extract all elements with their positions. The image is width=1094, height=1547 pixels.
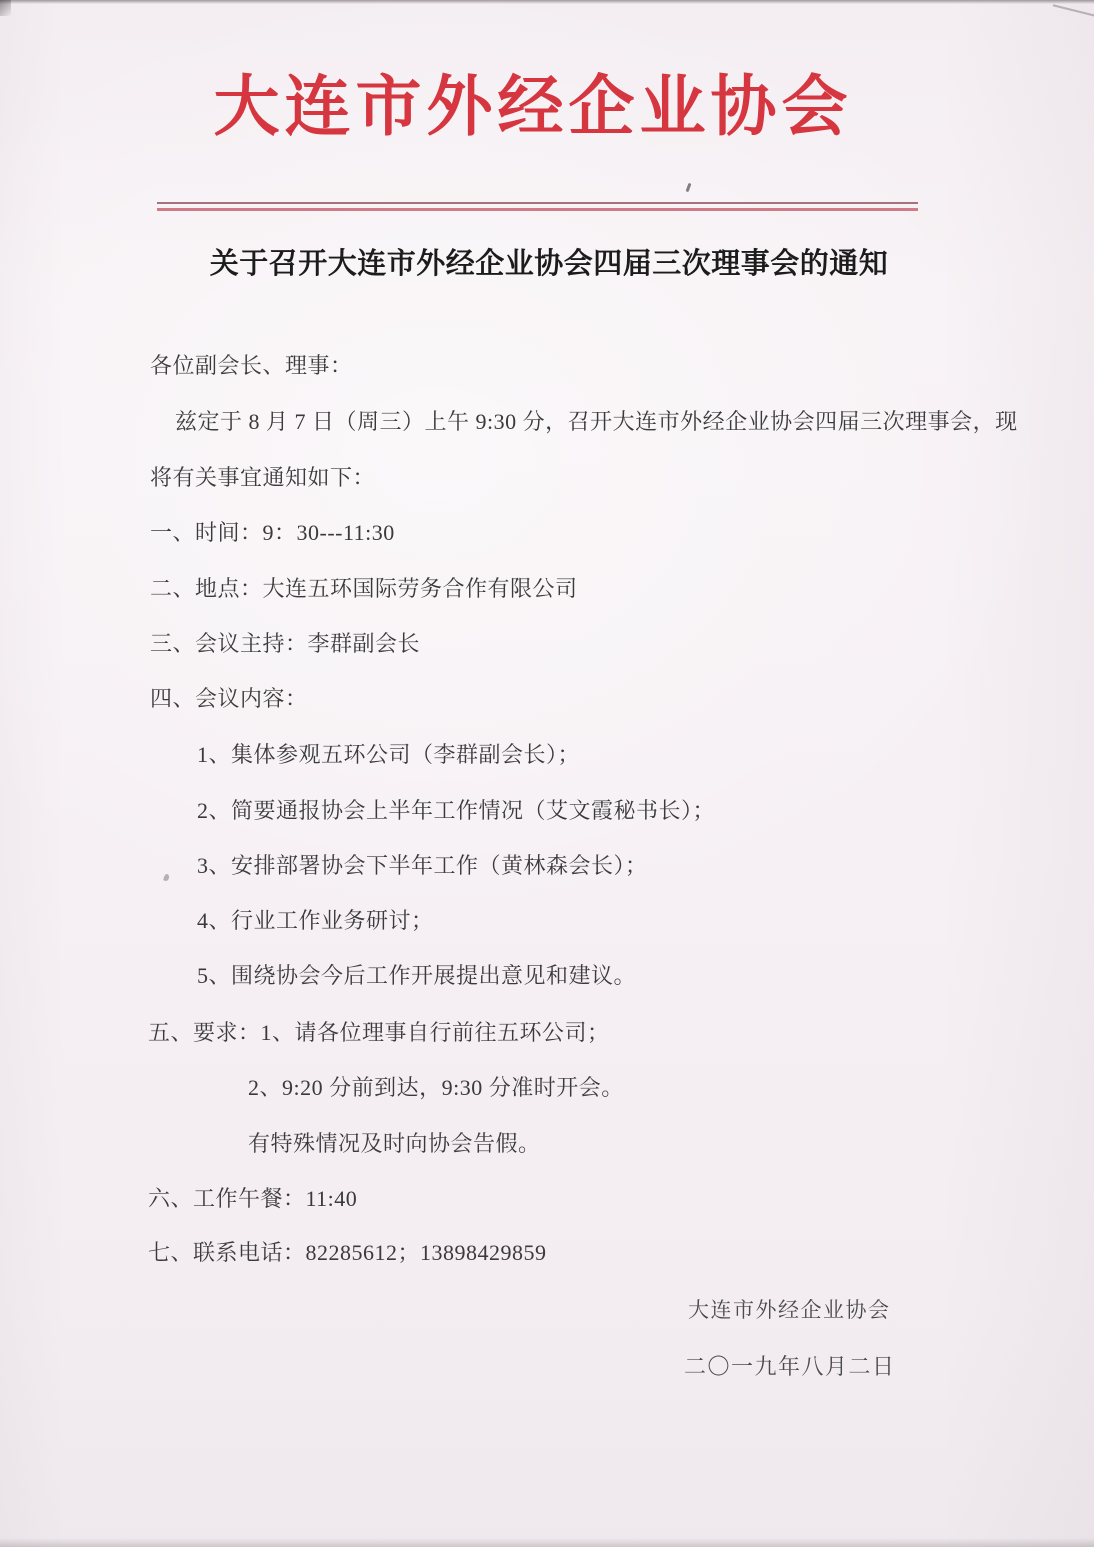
intro-paragraph-line-1: 兹定于 8 月 7 日（周三）上午 9:30 分，召开大连市外经企业协会四届三次理事会，现	[175, 409, 1018, 434]
item-requirements: 五、要求：1、请各位理事自行前往五环公司；	[148, 1020, 610, 1045]
item-lunch: 六、工作午餐：11:40	[148, 1186, 358, 1211]
scan-artifact-speck	[163, 873, 170, 881]
agenda-item-1: 1、集体参观五环公司（李群副会长）；	[197, 742, 581, 767]
signature-org: 大连市外经企业协会	[688, 1298, 891, 1322]
item-place: 二、地点：大连五环国际劳务合作有限公司	[150, 576, 578, 601]
scan-edge-top	[0, 0, 1094, 4]
agenda-item-5: 5、围绕协会今后工作开展提出意见和建议。	[197, 963, 637, 988]
salutation: 各位副会长、理事：	[150, 353, 353, 378]
letterhead-org-title: 大连市外经企业协会	[213, 71, 853, 144]
item-time: 一、时间：9：30---11:30	[150, 520, 395, 545]
scan-artifact-mark	[686, 183, 692, 192]
item-phone: 七、联系电话：82285612；13898429859	[148, 1240, 547, 1265]
notice-title: 关于召开大连市外经企业协会四届三次理事会的通知	[209, 248, 889, 280]
scan-edge-bottom	[0, 1538, 1094, 1547]
scan-corner-top-right	[1053, 0, 1094, 17]
signature-date: 二〇一九年八月二日	[684, 1354, 896, 1379]
agenda-item-2: 2、简要通报协会上半年工作情况（艾文霞秘书长）；	[197, 798, 716, 823]
scan-corner-top-left	[0, 0, 11, 16]
agenda-item-3: 3、安排部署协会下半年工作（黄林森会长）；	[197, 853, 648, 878]
agenda-item-4: 4、行业工作业务研讨；	[197, 908, 434, 933]
item-host: 三、会议主持：李群副会长	[150, 631, 421, 656]
requirement-2: 2、9:20 分前到达，9:30 分准时开会。	[248, 1075, 624, 1100]
letterhead-divider-rule	[157, 202, 918, 211]
requirement-note: 有特殊情况及时向协会告假。	[248, 1131, 541, 1156]
intro-paragraph-line-2: 将有关事宜通知如下：	[150, 465, 376, 490]
item-agenda-heading: 四、会议内容：	[150, 686, 308, 711]
